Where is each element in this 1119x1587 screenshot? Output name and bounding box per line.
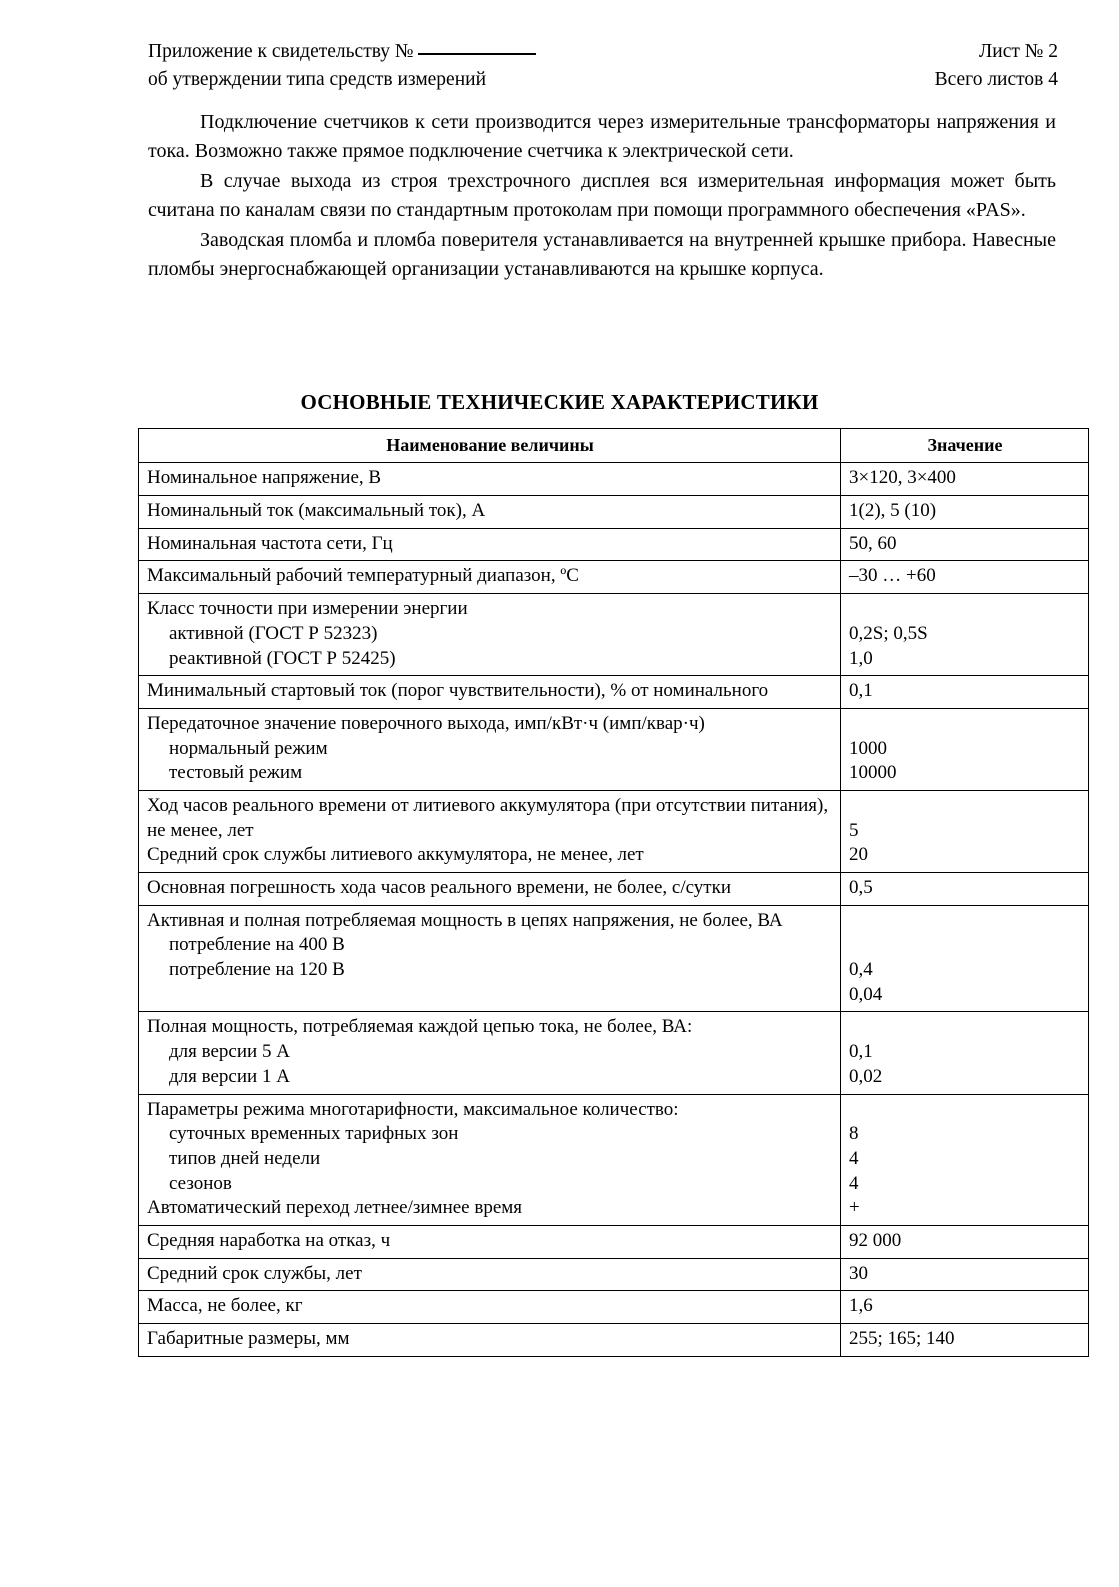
row-name-subitem: активной (ГОСТ Р 52323) <box>169 622 378 644</box>
row-value-cell <box>841 1094 1089 1225</box>
row-name-subitem: нормальный режим <box>169 737 328 759</box>
row-name-cell <box>139 1291 841 1324</box>
row-value: 3×120, 3×400 <box>849 467 956 489</box>
row-name-main: Активная и полная потребляемая мощность в цепях напряжения, не более, ВА <box>147 909 783 931</box>
row-value: 92 000 <box>849 1229 902 1251</box>
row-value: 10000 <box>849 762 897 784</box>
row-value: 50, 60 <box>849 532 897 554</box>
specifications-table-container <box>138 428 1088 1357</box>
row-name-cell <box>139 528 841 561</box>
row-name-main: Основная погрешность хода часов реального времени, не более, с/сутки <box>147 877 731 899</box>
value-spacer <box>849 597 1081 622</box>
row-name-cell <box>139 561 841 594</box>
row-name-cell <box>139 1258 841 1291</box>
row-name-subitem: Автоматический переход летнее/зимнее время <box>147 1197 523 1219</box>
header-sheet-number: Лист № 2 <box>979 41 1058 62</box>
header-certificate-label: Приложение к свидетельству № <box>148 41 414 62</box>
row-value-cell <box>841 496 1089 529</box>
page-title: ОСНОВНЫЕ ТЕХНИЧЕСКИЕ ХАРАКТЕРИСТИКИ <box>300 390 819 414</box>
table-row <box>139 561 1089 594</box>
row-value: 1,0 <box>849 647 873 669</box>
value-spacer <box>849 909 1081 934</box>
paragraph-connection: Подключение счетчиков к сети производится через измерительные трансформаторы напряжения и тока. Возможно также прямое подключение счетчика к электрической сети. <box>148 111 1056 163</box>
row-value-cell <box>841 905 1089 1012</box>
table-row <box>139 496 1089 529</box>
row-name-main: Ход часов реального времени от литиевого аккумулятора (при отсутствии питания), не менее, лет <box>147 794 829 841</box>
paragraph-display-failure: В случае выхода из строя трехстрочного дисплея вся измерительная информация может быть считана по каналам связи по стандартным протоколам при помощи программного обеспечения «PAS». <box>148 169 1056 222</box>
value-spacer <box>849 794 1081 819</box>
row-name-main: Номинальная частота сети, Гц <box>147 532 393 554</box>
column-header-name: Наименование величины <box>139 429 841 463</box>
row-name-subitem: реактивной (ГОСТ Р 52425) <box>169 647 396 669</box>
table-row <box>139 676 1089 709</box>
table-row <box>139 1324 1089 1357</box>
row-name-cell <box>139 1012 841 1094</box>
row-value: 4 <box>849 1172 859 1194</box>
table-row <box>139 1291 1089 1324</box>
row-value-cell <box>841 1324 1089 1357</box>
table-row <box>139 1258 1089 1291</box>
row-value: 1(2), 5 (10) <box>849 500 937 522</box>
row-name-main: Номинальный ток (максимальный ток), А <box>147 500 486 522</box>
table-header-row <box>139 429 1089 463</box>
row-name-main: Номинальное напряжение, В <box>147 467 382 489</box>
header-total-sheets: Всего листов 4 <box>934 68 1058 90</box>
table-header <box>139 429 1089 463</box>
row-name-cell <box>139 873 841 906</box>
row-name-subitem: потребление на 120 В <box>169 959 345 981</box>
row-name-subitem: сезонов <box>169 1172 232 1194</box>
row-name-main: Максимальный рабочий температурный диапазон, ºС <box>147 565 579 587</box>
row-name-main: Габаритные размеры, мм <box>147 1328 350 1350</box>
table-row <box>139 1012 1089 1094</box>
table-row <box>139 708 1089 790</box>
table-body <box>139 463 1089 1356</box>
row-name-subitem: для версии 1 А <box>169 1065 290 1087</box>
row-value: + <box>849 1197 860 1219</box>
value-spacer <box>849 1015 1081 1040</box>
table-row <box>139 1094 1089 1225</box>
row-name-cell <box>139 1225 841 1258</box>
row-value-cell <box>841 594 1089 676</box>
row-name-main: Параметры режима многотарифности, максимальное количество: <box>147 1098 679 1120</box>
row-name-main: Средний срок службы, лет <box>147 1262 362 1284</box>
row-name-subitem: потребление на 400 В <box>169 934 345 956</box>
row-name-subitem: для версии 5 А <box>169 1041 290 1063</box>
row-value-cell <box>841 1225 1089 1258</box>
row-name-cell <box>139 496 841 529</box>
row-value: 0,2S; 0,5S <box>849 622 928 644</box>
row-value-cell <box>841 1291 1089 1324</box>
row-name-main: Минимальный стартовый ток (порог чувствительности), % от номинального <box>147 680 769 702</box>
row-value: 5 <box>849 819 859 841</box>
row-name-cell <box>139 594 841 676</box>
row-value-cell <box>841 873 1089 906</box>
row-name-main: Класс точности при измерении энергии <box>147 598 468 620</box>
specifications-table <box>138 428 1089 1357</box>
header-certificate-line <box>148 38 536 66</box>
row-value: 0,5 <box>849 877 873 899</box>
certificate-number-blank <box>418 53 536 55</box>
row-value: 8 <box>849 1123 859 1145</box>
header-left-block <box>148 38 536 93</box>
row-value: 1,6 <box>849 1295 873 1317</box>
row-name-main: Полная мощность, потребляемая каждой цепью тока, не более, ВА: <box>147 1016 693 1038</box>
table-row <box>139 905 1089 1012</box>
row-value-cell <box>841 1012 1089 1094</box>
table-row <box>139 1225 1089 1258</box>
row-name-subitem: суточных временных тарифных зон <box>169 1123 459 1145</box>
row-name-cell <box>139 708 841 790</box>
document-header <box>148 38 1058 93</box>
row-value: 1000 <box>849 737 887 759</box>
row-value-cell <box>841 561 1089 594</box>
row-value: 0,02 <box>849 1065 883 1087</box>
row-name-subitem: типов дней недели <box>169 1147 321 1169</box>
row-name-cell <box>139 1094 841 1225</box>
document-body <box>148 108 1056 284</box>
table-row <box>139 790 1089 872</box>
row-value-cell <box>841 676 1089 709</box>
header-approval-line: об утверждении типа средств измерений <box>148 68 487 90</box>
value-spacer <box>849 933 1081 958</box>
table-row <box>139 873 1089 906</box>
row-name-main: Средняя наработка на отказ, ч <box>147 1229 391 1251</box>
row-name-cell <box>139 463 841 496</box>
header-right-block <box>935 38 1058 93</box>
row-value: 0,1 <box>849 1041 873 1063</box>
column-header-value: Значение <box>841 429 1089 463</box>
row-name-cell <box>139 676 841 709</box>
row-value-cell <box>841 1258 1089 1291</box>
table-row <box>139 463 1089 496</box>
row-name-subitem: Средний срок службы литиевого аккумулятора, не менее, лет <box>147 844 644 866</box>
row-value-cell <box>841 528 1089 561</box>
row-value: 0,4 <box>849 959 873 981</box>
value-spacer <box>849 1098 1081 1123</box>
row-value-cell <box>841 463 1089 496</box>
row-value: 30 <box>849 1262 868 1284</box>
table-row <box>139 528 1089 561</box>
row-value-cell <box>841 790 1089 872</box>
paragraph-seals: Заводская пломба и пломба поверителя устанавливается на внутренней крышке прибора. Навесные пломбы энергоснабжающей организации устанавливаются на крышке корпуса. <box>148 228 1056 280</box>
row-value: 20 <box>849 844 868 866</box>
row-name-subitem: тестовый режим <box>169 762 303 784</box>
row-name-cell <box>139 1324 841 1357</box>
row-value: 0,1 <box>849 680 873 702</box>
row-name-cell <box>139 905 841 1012</box>
row-value: 0,04 <box>849 983 883 1005</box>
row-name-cell <box>139 790 841 872</box>
table-row <box>139 594 1089 676</box>
value-spacer <box>849 712 1081 737</box>
row-value-cell <box>841 708 1089 790</box>
row-value: 4 <box>849 1147 859 1169</box>
row-name-main: Масса, не более, кг <box>147 1295 303 1317</box>
row-name-main: Передаточное значение поверочного выхода, имп/кВт·ч (имп/квар·ч) <box>147 712 705 734</box>
row-value: 255; 165; 140 <box>849 1328 955 1350</box>
row-value: –30 … +60 <box>849 565 936 587</box>
